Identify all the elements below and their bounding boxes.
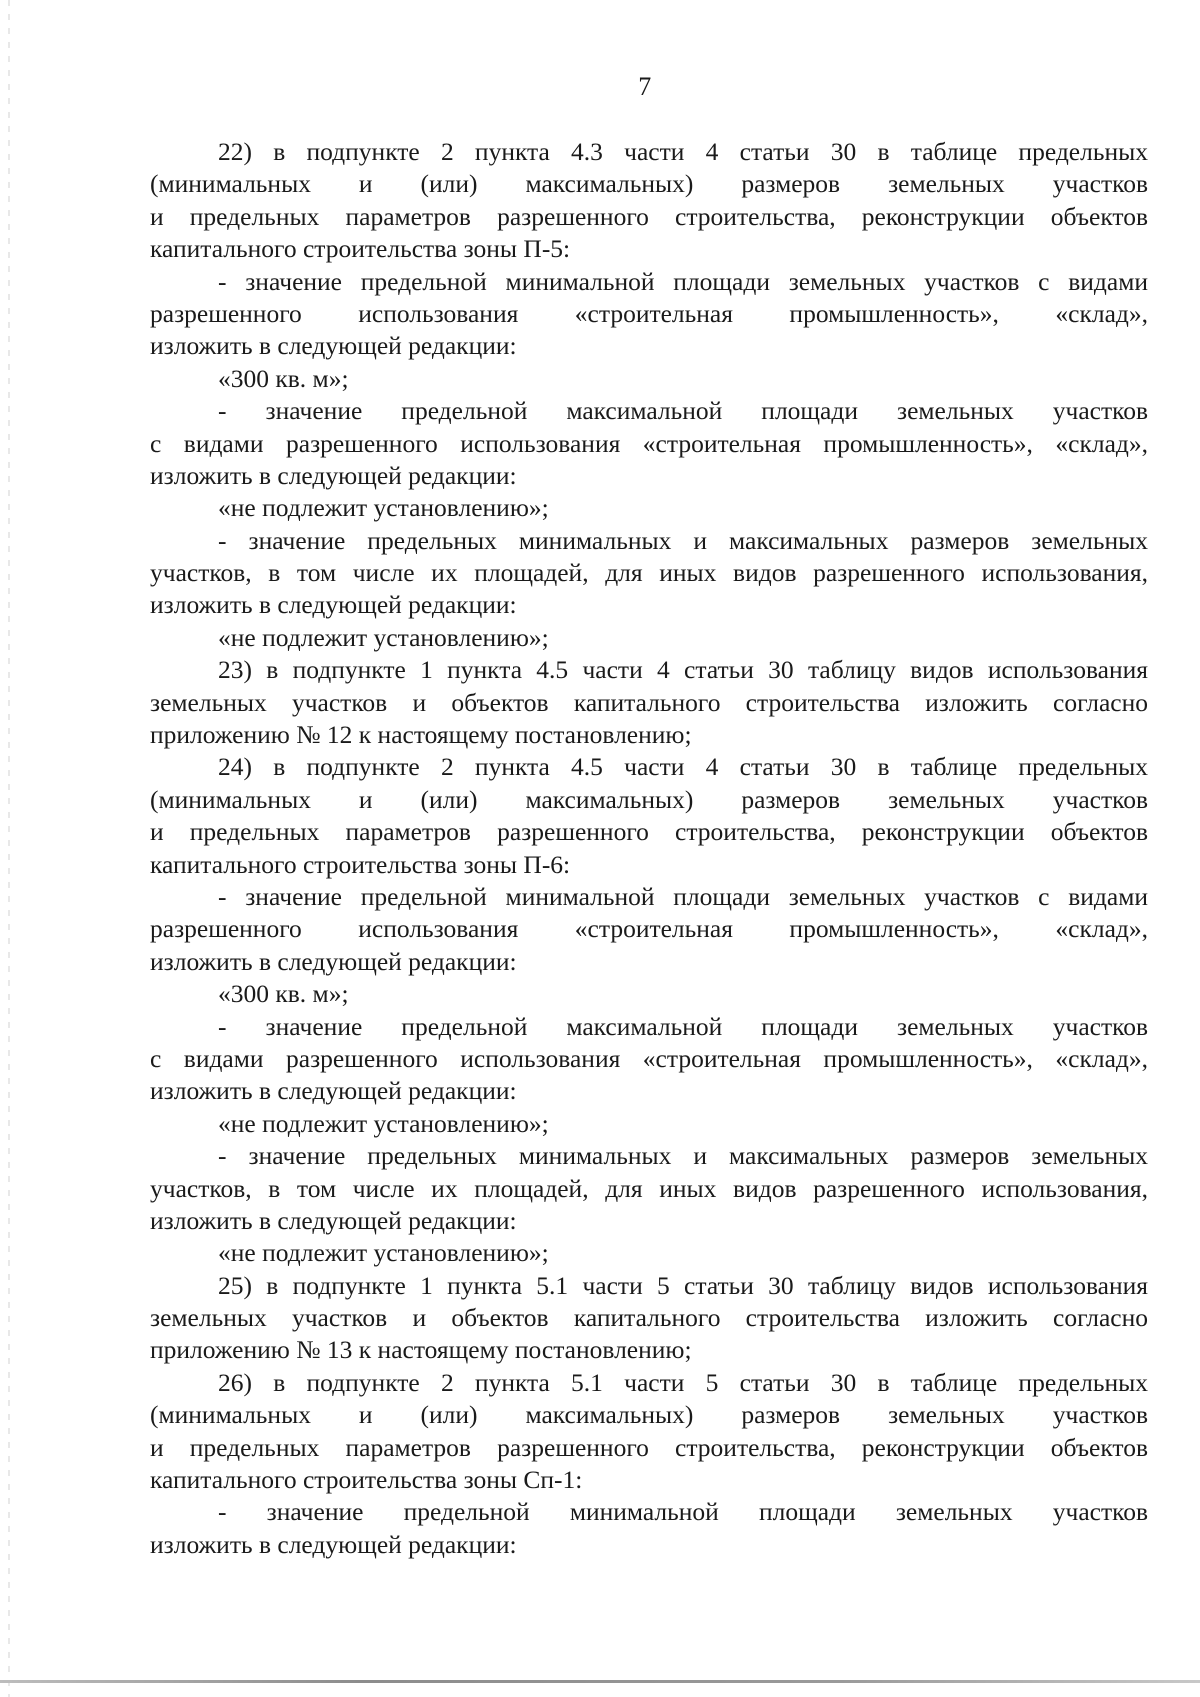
text-line: «не подлежит установлению»; [218, 622, 549, 652]
text-line: изложить в следующей редакции: [150, 331, 517, 361]
text-line: - значение предельной минимальной площади земельных участков с видами [218, 881, 1148, 911]
text-line: приложению № 12 к настоящему постановлению; [150, 720, 692, 750]
text-line: изложить в следующей редакции: [150, 946, 517, 976]
text-line: «не подлежит установлению»; [218, 1238, 549, 1268]
text-line: изложить в следующей редакции: [150, 1076, 517, 1106]
text-line: и предельных параметров разрешенного строительства, реконструкции объектов [150, 817, 1148, 847]
text-line: 24) в подпункте 2 пункта 4.5 части 4 статьи 30 в таблице предельных [218, 752, 1148, 782]
text-line: 25) в подпункте 1 пункта 5.1 части 5 статьи 30 таблицу видов использования [218, 1270, 1148, 1300]
text-line: земельных участков и объектов капитального строительства изложить согласно [150, 1303, 1148, 1333]
text-line: изложить в следующей редакции: [150, 1529, 517, 1559]
text-line: земельных участков и объектов капитального строительства изложить согласно [150, 687, 1148, 717]
text-line: 22) в подпункте 2 пункта 4.3 части 4 статьи 30 в таблице предельных [218, 137, 1148, 166]
text-line: «300 кв. м»; [218, 979, 349, 1009]
document-body [150, 136, 1148, 1561]
text-line: 26) в подпункте 2 пункта 5.1 части 5 статьи 30 в таблице предельных [218, 1367, 1148, 1397]
text-line: «не подлежит установлению»; [218, 493, 549, 523]
text-line: - значение предельной максимальной площади земельных участков [218, 1011, 1148, 1041]
bottom-scan-line [0, 1680, 1200, 1683]
text-line: капитального строительства зоны П-5: [150, 234, 571, 264]
text-line: - значение предельных минимальных и максимальных размеров земельных [218, 1141, 1148, 1171]
page-number: 7 [638, 72, 652, 101]
text-line: участков, в том числе их площадей, для иных видов разрешенного использования, [150, 558, 1148, 588]
text-line: капитального строительства зоны П-6: [150, 849, 571, 879]
text-line: с видами разрешенного использования «строительная промышленность», «склад», [150, 428, 1148, 458]
text-line: изложить в следующей редакции: [150, 590, 517, 620]
text-line: приложению № 13 к настоящему постановлению; [150, 1335, 692, 1365]
text-line: 23) в подпункте 1 пункта 4.5 части 4 статьи 30 таблицу видов использования [218, 655, 1148, 685]
scan-edge-artifact [8, 0, 10, 1697]
text-line: и предельных параметров разрешенного строительства, реконструкции объектов [150, 201, 1148, 231]
text-line: (минимальных и (или) максимальных) размеров земельных участков [150, 169, 1148, 199]
text-line: - значение предельной минимальной площади земельных участков с видами [218, 266, 1148, 296]
text-line: (минимальных и (или) максимальных) размеров земельных участков [150, 1400, 1148, 1430]
text-line: изложить в следующей редакции: [150, 460, 517, 490]
text-line: (минимальных и (или) максимальных) размеров земельных участков [150, 784, 1148, 814]
text-line: изложить в следующей редакции: [150, 1205, 517, 1235]
text-line: с видами разрешенного использования «строительная промышленность», «склад», [150, 1043, 1148, 1073]
text-line: участков, в том числе их площадей, для иных видов разрешенного использования, [150, 1173, 1148, 1203]
text-line: - значение предельной максимальной площади земельных участков [218, 396, 1148, 426]
text-line: разрешенного использования «строительная промышленность», «склад», [150, 914, 1148, 944]
text-line: «не подлежит установлению»; [218, 1108, 549, 1138]
text-line: - значение предельной минимальной площади земельных участков [218, 1497, 1148, 1527]
text-line: «300 кв. м»; [218, 363, 349, 393]
text-line: капитального строительства зоны Сп-1: [150, 1465, 583, 1495]
text-line: и предельных параметров разрешенного строительства, реконструкции объектов [150, 1432, 1148, 1462]
text-line: разрешенного использования «строительная промышленность», «склад», [150, 298, 1148, 328]
text-line: - значение предельных минимальных и максимальных размеров земельных [218, 525, 1148, 555]
